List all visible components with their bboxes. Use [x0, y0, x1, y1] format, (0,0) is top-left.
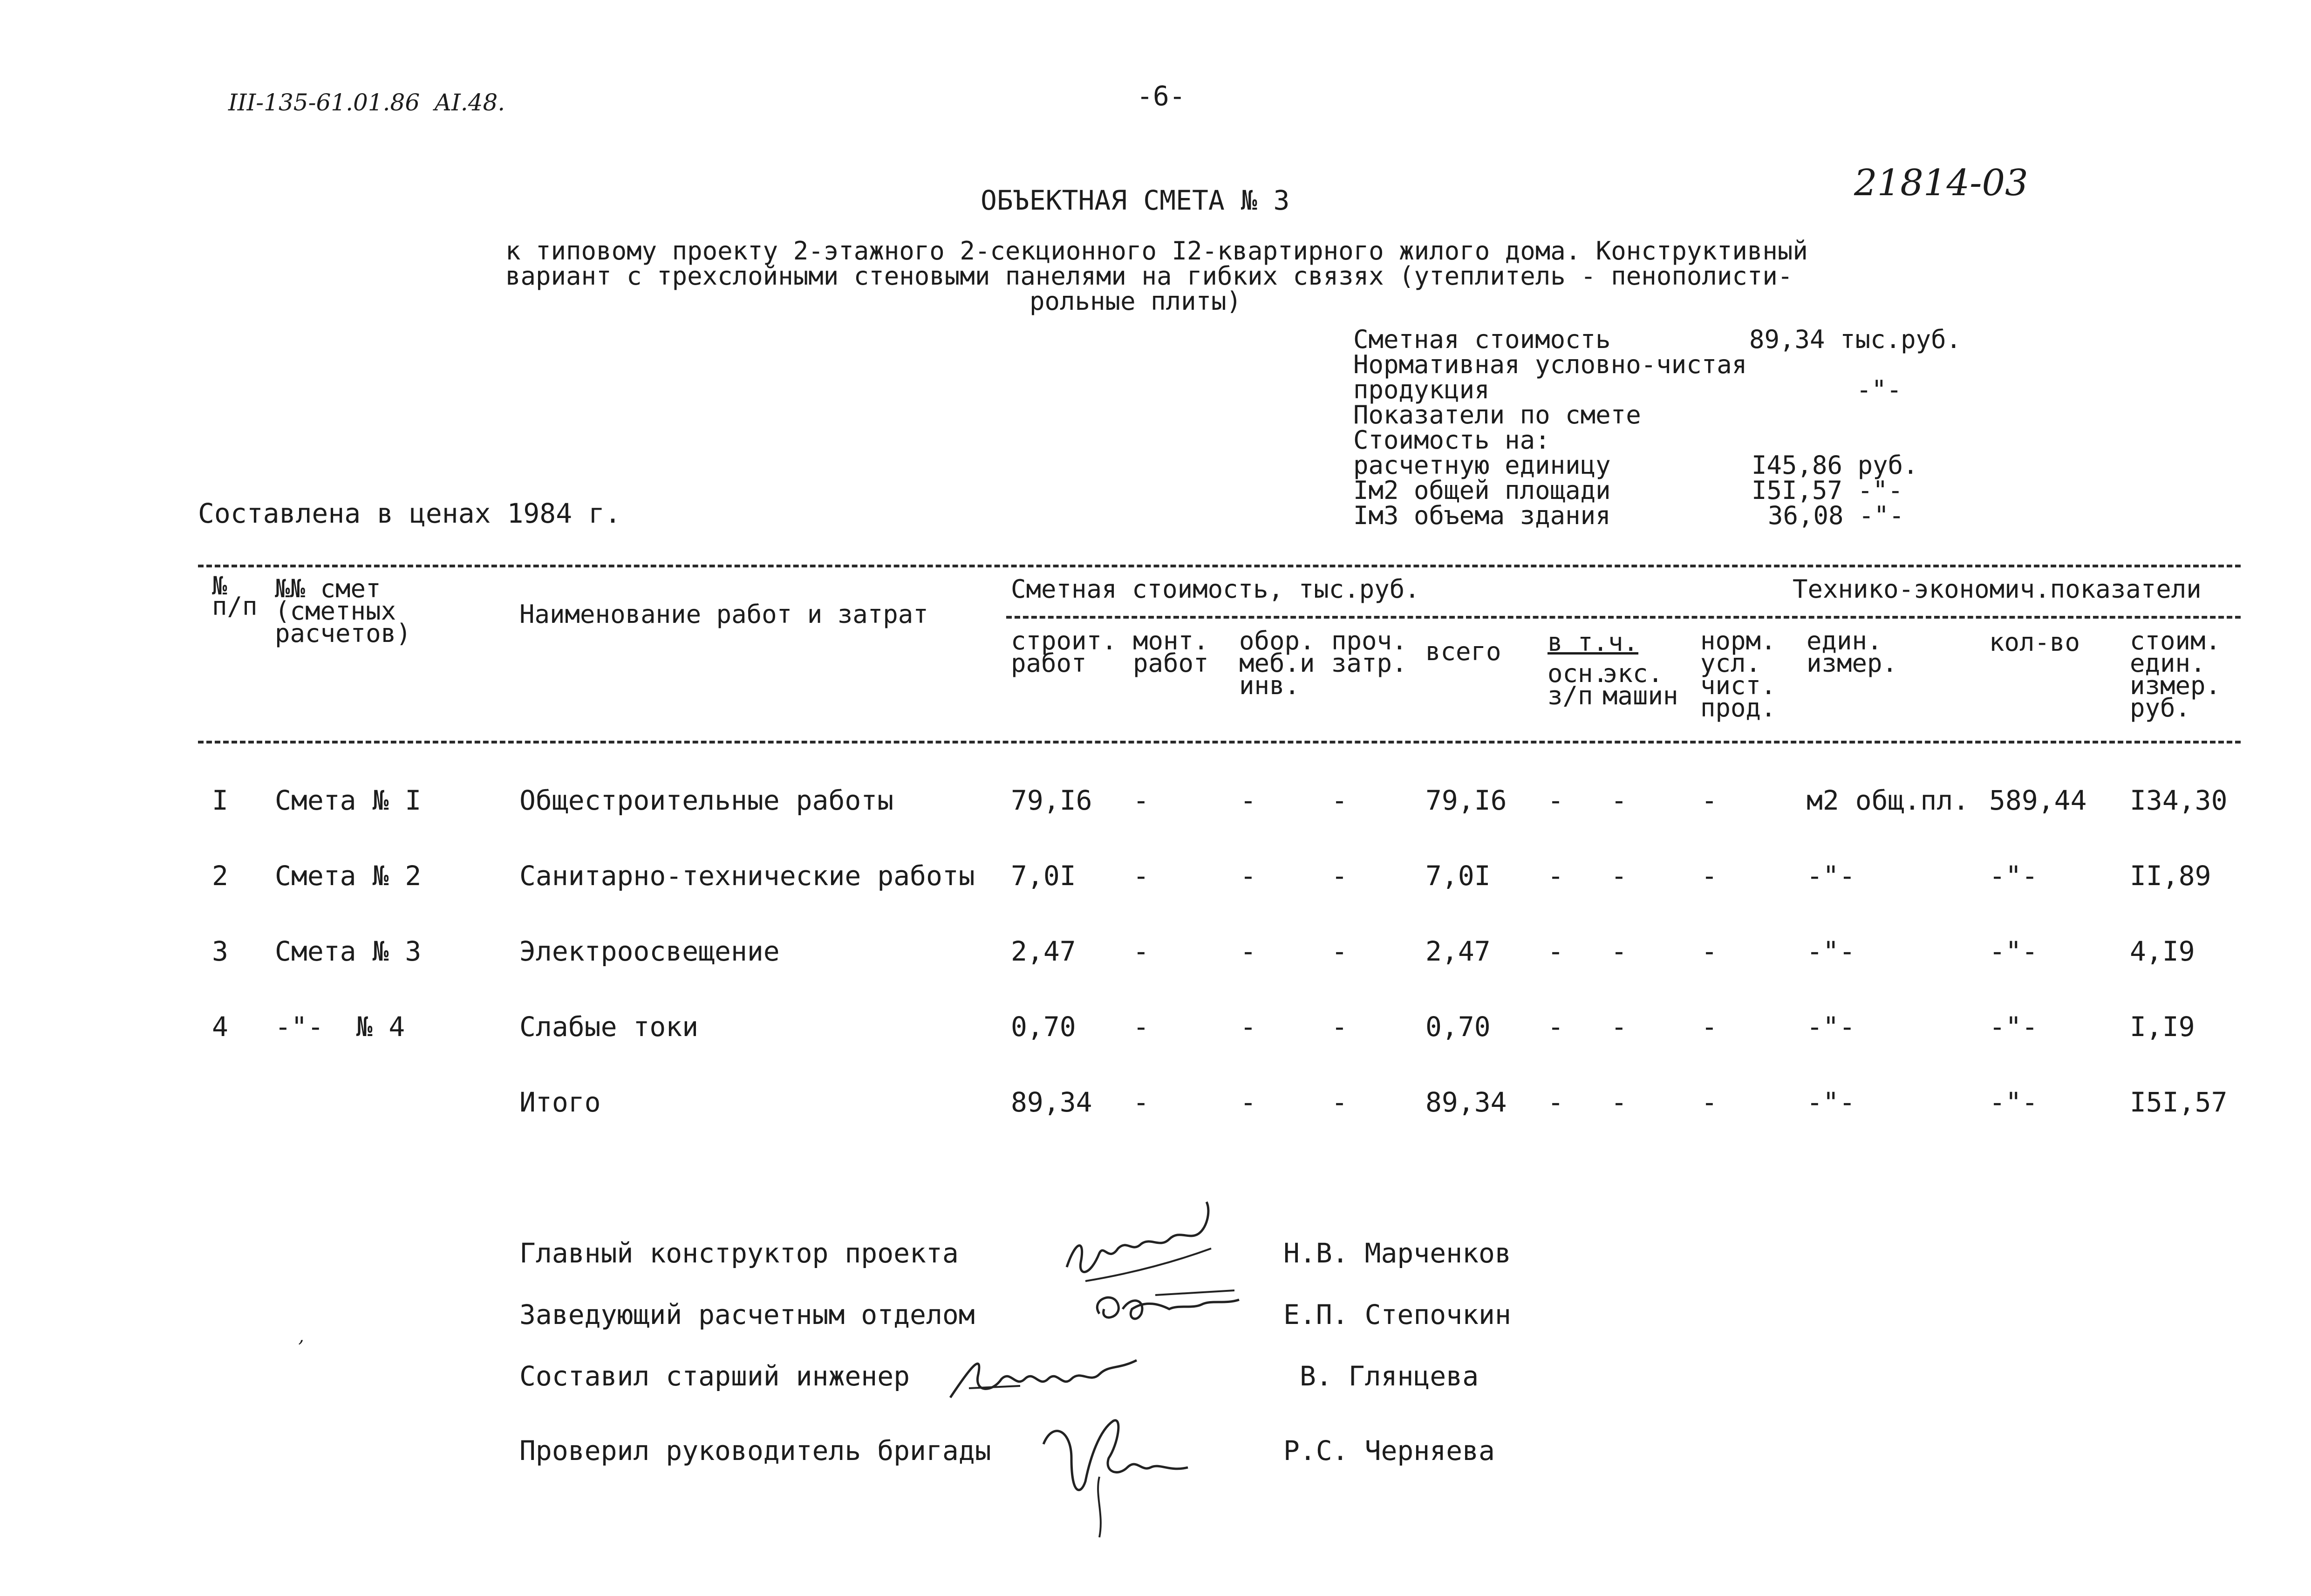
document-code: III-135-61.01.86 AI.48. — [228, 89, 505, 116]
cell-unit-cost: I5I,57 — [2130, 1086, 2228, 1118]
cell-num: 2 — [212, 860, 228, 892]
cell-name: Итого — [519, 1086, 601, 1118]
cell-qty: -"- — [1989, 1086, 2038, 1118]
cell-proch: - — [1331, 860, 1348, 892]
header-mont: монт. работ — [1133, 626, 1209, 678]
volume-label: Iм3 объема здания — [1353, 501, 1611, 530]
unit-value: I45,86 руб. — [1752, 450, 1918, 480]
cell-eks: - — [1611, 784, 1627, 816]
header-total: всего — [1425, 637, 1501, 666]
norm-label-1: Нормативная условно-чистая — [1353, 350, 1747, 379]
cell-total: 89,34 — [1425, 1086, 1507, 1118]
cell-mont: - — [1133, 784, 1149, 816]
page-number: -6- — [1137, 80, 1186, 112]
cell-name: Санитарно-технические работы — [519, 860, 975, 892]
cell-unit: -"- — [1807, 1086, 1855, 1118]
handwritten-signature-4 — [1034, 1402, 1202, 1542]
cell-stroit: 2,47 — [1011, 935, 1076, 967]
cell-total: 7,0I — [1425, 860, 1491, 892]
cell-name: Общестроительные работы — [519, 784, 894, 816]
cell-num: 4 — [212, 1011, 228, 1043]
cell-stroit: 0,70 — [1011, 1011, 1076, 1043]
table-group-rule — [1006, 616, 2241, 619]
cell-smeta: -"- № 4 — [275, 1011, 405, 1043]
header-stroit: строит. работ — [1011, 626, 1117, 678]
cell-unit: м2 общ.пл. — [1807, 784, 1970, 816]
cost-label: Сметная стоимость — [1353, 325, 1611, 354]
cell-num: I — [212, 784, 228, 816]
cell-norm: - — [1701, 1011, 1718, 1043]
handwritten-signature-3 — [941, 1342, 1141, 1412]
handwritten-signature-2 — [1085, 1276, 1244, 1342]
cell-osn: - — [1547, 1086, 1564, 1118]
cell-obor: - — [1240, 784, 1256, 816]
signatory-role: Главный конструктор проекта — [519, 1237, 959, 1269]
cell-unit-cost: II,89 — [2130, 860, 2211, 892]
cell-smeta: Смета № 2 — [275, 860, 422, 892]
cell-stroit: 7,0I — [1011, 860, 1076, 892]
signatory-name: Е.П. Степочкин — [1283, 1299, 1511, 1330]
cell-proch: - — [1331, 1086, 1348, 1118]
cell-total: 79,I6 — [1425, 784, 1507, 816]
cell-osn: - — [1547, 860, 1564, 892]
header-name: Наименование работ и затрат — [519, 600, 928, 629]
cell-qty: -"- — [1989, 935, 2038, 967]
cell-osn: - — [1547, 784, 1564, 816]
cell-unit: -"- — [1807, 935, 1855, 967]
header-qty: кол-во — [1989, 627, 2080, 657]
cell-stroit: 79,I6 — [1011, 784, 1092, 816]
margin-mark: ‚ — [298, 1325, 304, 1347]
signatory-name: В. Глянцева — [1300, 1360, 1479, 1392]
cell-smeta: Смета № I — [275, 784, 422, 816]
norm-label-2: продукция — [1353, 375, 1490, 404]
cell-obor: - — [1240, 935, 1256, 967]
signatory-name: Н.В. Марченков — [1283, 1237, 1511, 1269]
indicators-label: Показатели по смете — [1353, 400, 1641, 430]
cost-on-label: Стоимость на: — [1353, 425, 1550, 455]
area-label: Iм2 общей площади — [1353, 476, 1611, 505]
cell-mont: - — [1133, 1086, 1149, 1118]
cell-unit: -"- — [1807, 860, 1855, 892]
cell-total: 0,70 — [1425, 1011, 1491, 1043]
signatory-name: Р.С. Черняева — [1283, 1435, 1495, 1466]
table-top-rule — [198, 565, 2241, 567]
cell-num: 3 — [212, 935, 228, 967]
cell-mont: - — [1133, 1011, 1149, 1043]
cost-value: 89,34 тыс.руб. — [1749, 325, 1962, 354]
title-line-1: к типовому проекту 2-этажного 2-секционного I2-квартирного жилого дома. Конструктивный — [505, 236, 1808, 266]
header-smeta: №№ смет (сметных расчетов) — [275, 574, 411, 648]
cell-unit-cost: 4,I9 — [2130, 935, 2195, 967]
norm-value: -"- — [1856, 375, 1902, 404]
cell-qty: 589,44 — [1989, 784, 2087, 816]
cell-name: Электроосвещение — [519, 935, 780, 967]
signatory-role: Заведующий расчетным отделом — [519, 1299, 975, 1330]
cell-smeta: Смета № 3 — [275, 935, 422, 967]
header-norm: норм. усл. чист. прод. — [1700, 626, 1776, 723]
cell-norm: - — [1701, 1086, 1718, 1118]
title-line-3: рольные плиты) — [1029, 286, 1242, 316]
cell-unit: -"- — [1807, 1011, 1855, 1043]
header-cost-group: Сметная стоимость, тыс.руб. — [1011, 574, 1420, 604]
registration-number: 21814-03 — [1854, 162, 2028, 204]
cell-norm: - — [1701, 860, 1718, 892]
cell-qty: -"- — [1989, 860, 2038, 892]
table-header-rule — [198, 741, 2241, 743]
cell-unit-cost: I,I9 — [2130, 1011, 2195, 1043]
cell-norm: - — [1701, 935, 1718, 967]
header-eks: экс. машин — [1602, 659, 1678, 710]
unit-label: расчетную единицу — [1353, 450, 1611, 480]
cell-unit-cost: I34,30 — [2130, 784, 2228, 816]
cell-norm: - — [1701, 784, 1718, 816]
cell-proch: - — [1331, 784, 1348, 816]
cell-osn: - — [1547, 935, 1564, 967]
volume-value: 36,08 -"- — [1768, 501, 1904, 530]
header-tech-group: Технико-экономич.показатели — [1793, 574, 2202, 604]
header-proch: проч. затр. — [1331, 626, 1407, 678]
prices-note: Составлена в ценах 1984 г. — [198, 498, 621, 529]
header-osn: осн. з/п — [1547, 659, 1609, 710]
title-line-2: вариант с трехслойными стеновыми панелями на гибких связях (утеплитель - пенополисти- — [505, 261, 1793, 291]
cell-proch: - — [1331, 935, 1348, 967]
header-obor: обор. меб.и инв. — [1239, 626, 1315, 700]
signatory-role: Составил старший инженер — [519, 1360, 910, 1392]
cell-obor: - — [1240, 1086, 1256, 1118]
cell-eks: - — [1611, 1011, 1627, 1043]
cell-qty: -"- — [1989, 1011, 2038, 1043]
cell-name: Слабые токи — [519, 1011, 699, 1043]
cell-proch: - — [1331, 1011, 1348, 1043]
cell-stroit: 89,34 — [1011, 1086, 1092, 1118]
cell-eks: - — [1611, 935, 1627, 967]
area-value: I5I,57 -"- — [1752, 476, 1903, 505]
cell-total: 2,47 — [1425, 935, 1491, 967]
cell-mont: - — [1133, 860, 1149, 892]
signatory-role: Проверил руководитель бригады — [519, 1435, 991, 1466]
header-unit-cost: стоим. един. измер. руб. — [2130, 626, 2221, 723]
cell-mont: - — [1133, 935, 1149, 967]
cell-obor: - — [1240, 860, 1256, 892]
cell-eks: - — [1611, 1086, 1627, 1118]
header-num: № п/п — [212, 571, 258, 621]
document-title: ОБЪЕКТНАЯ СМЕТА № 3 — [981, 184, 1290, 216]
cell-obor: - — [1240, 1011, 1256, 1043]
cell-eks: - — [1611, 860, 1627, 892]
header-unit: един. измер. — [1807, 626, 1898, 678]
header-incl: в т.ч. — [1547, 627, 1639, 657]
cell-osn: - — [1547, 1011, 1564, 1043]
